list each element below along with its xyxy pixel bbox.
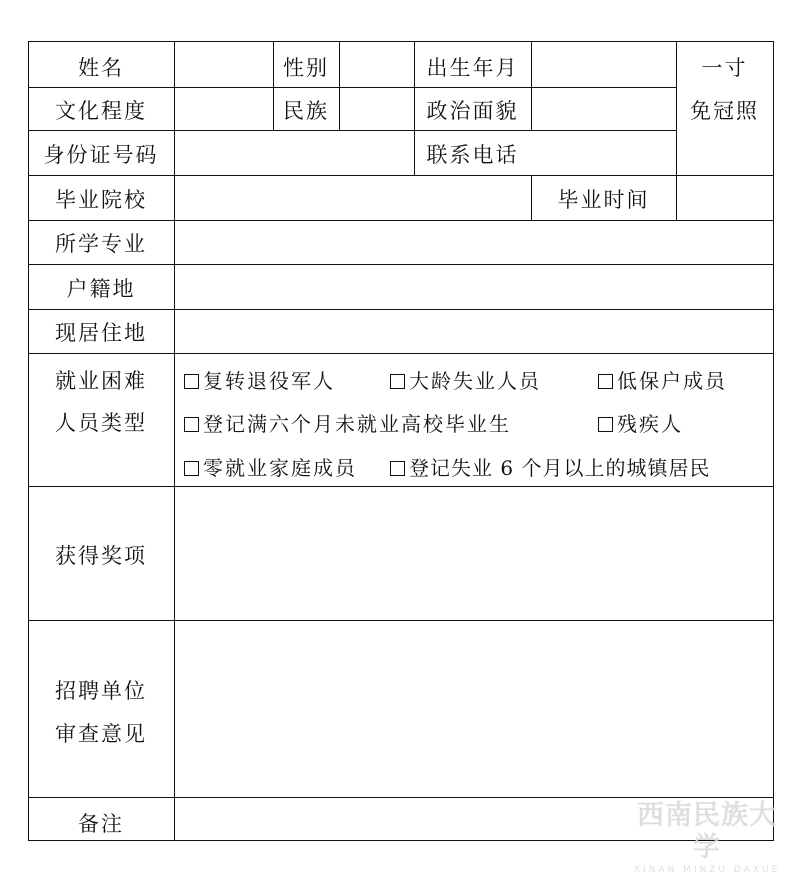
checkbox[interactable] [184,417,199,432]
ethnicity-field[interactable] [340,88,414,130]
watermark-subtext: XINAN MINZU DAXUE [633,865,781,875]
checkbox[interactable] [390,374,405,389]
education-field[interactable] [175,88,273,130]
id-field[interactable] [175,131,414,175]
residence-field[interactable] [175,310,773,353]
awards-label: 获得奖项 [55,544,147,568]
option-label: 复转退役军人 [203,369,335,393]
school-label: 毕业院校 [55,188,147,212]
row-divider [28,353,774,354]
checkbox[interactable] [598,374,613,389]
form-border-right [773,41,774,841]
review-label-line1: 招聘单位 [55,679,147,703]
remarks-label: 备注 [78,812,124,836]
major-field[interactable] [175,221,773,264]
option-label: 残疾人 [617,412,683,436]
education-label: 文化程度 [55,99,147,123]
watermark-text: 西南民族大学 [637,800,777,863]
option-label: 登记满六个月未就业高校毕业生 [203,412,511,436]
birth-field[interactable] [532,42,676,87]
residence-label: 现居住地 [55,321,147,345]
grad-time-field[interactable] [677,176,773,220]
hukou-field[interactable] [175,265,773,309]
grad-time-label: 毕业时间 [557,188,650,212]
option-zero-employment-family[interactable] [184,455,357,481]
phone-field[interactable] [532,131,676,175]
photo-label-line1: 一寸 [701,56,748,80]
awards-field[interactable] [175,487,773,620]
photo-label-line2: 免冠照 [690,99,759,123]
review-field[interactable] [175,621,773,797]
option-label: 大龄失业人员 [409,369,541,393]
checkbox[interactable] [390,461,405,476]
option-unemployed-graduate[interactable] [184,411,511,437]
school-field[interactable] [175,176,531,220]
option-older-unemployed[interactable] [390,368,541,394]
university-watermark [627,800,787,875]
phone-label: 联系电话 [426,143,519,167]
checkbox[interactable] [184,374,199,389]
option-veteran[interactable] [184,368,335,394]
name-field[interactable] [175,42,273,87]
option-label: 零就业家庭成员 [203,456,357,480]
option-label: 登记失业 6 个月以上的城镇居民 [409,456,711,480]
name-label: 姓名 [78,56,124,80]
id-label: 身份证号码 [43,143,159,167]
political-field[interactable] [532,88,676,130]
option-disabled[interactable] [598,411,683,437]
option-registered-unemployed[interactable] [390,455,710,481]
gender-label: 性别 [283,56,329,80]
political-label: 政治面貌 [426,99,519,123]
hukou-label: 户籍地 [66,277,136,301]
gender-field[interactable] [340,42,414,87]
ethnicity-label: 民族 [283,99,329,123]
birth-label: 出生年月 [426,56,519,80]
checkbox[interactable] [184,461,199,476]
option-label: 低保户成员 [617,369,727,393]
difficulty-label-line2: 人员类型 [55,411,147,435]
option-low-income[interactable] [598,368,727,394]
checkbox[interactable] [598,417,613,432]
review-label-line2: 审查意见 [55,722,147,746]
difficulty-label-line1: 就业困难 [55,369,147,393]
major-label: 所学专业 [55,232,147,256]
